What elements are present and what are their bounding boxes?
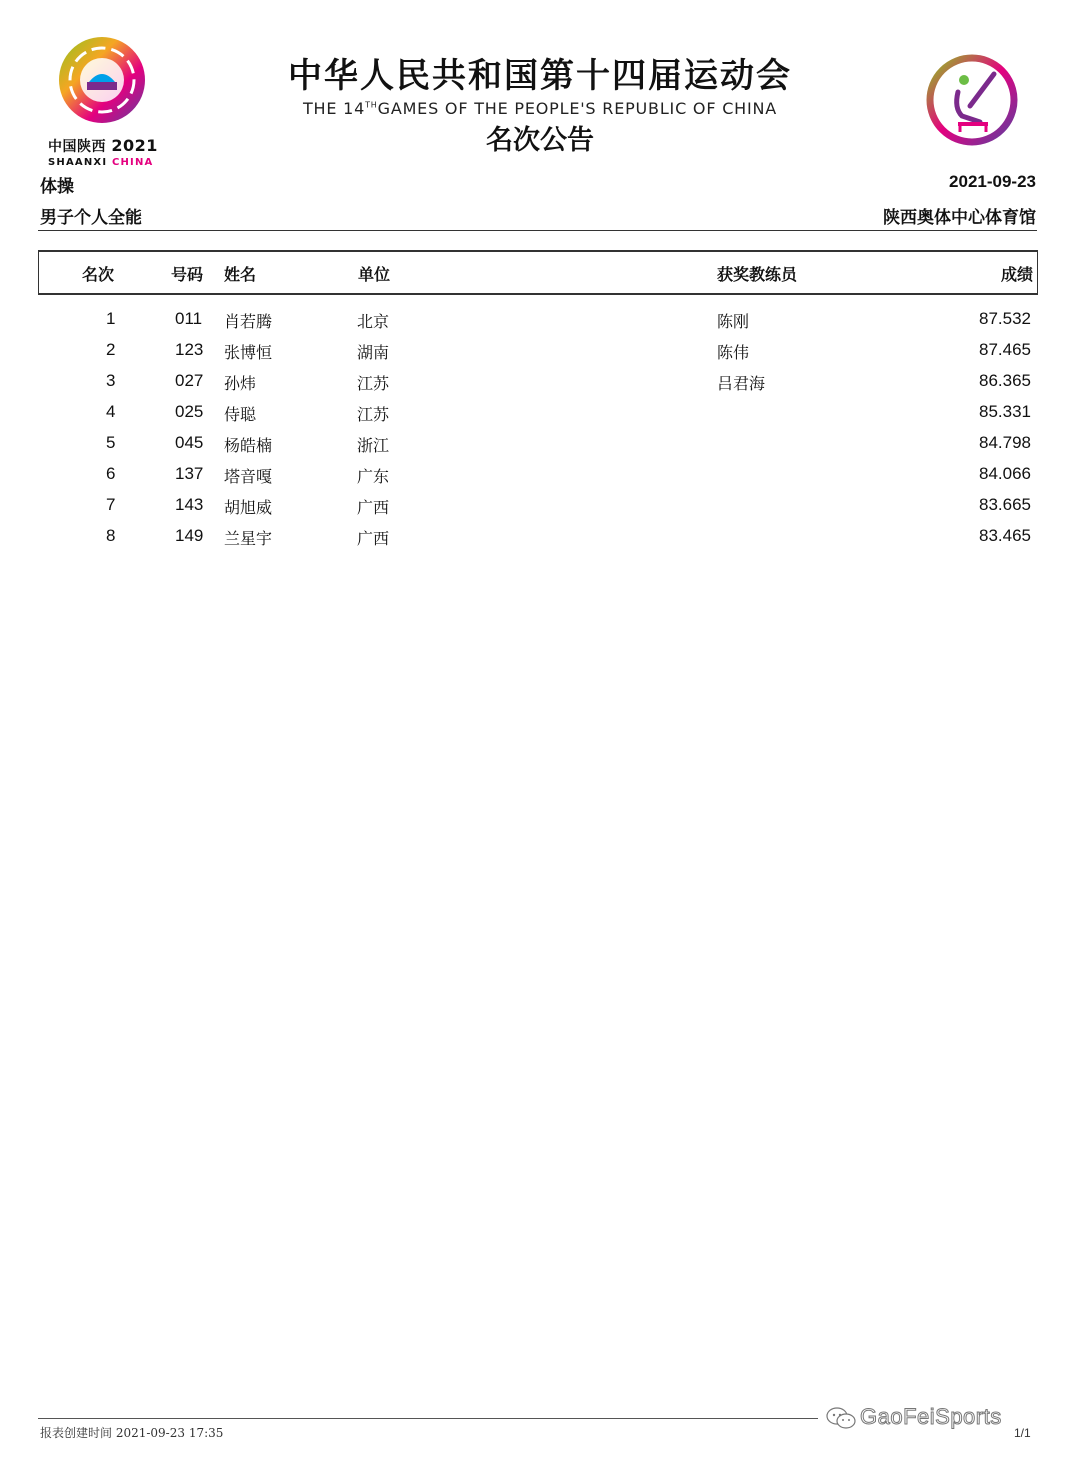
unit-cell: 江苏: [357, 374, 390, 393]
venue-label: 陕西奥体中心体育馆: [883, 208, 1036, 228]
number-cell: 045: [175, 433, 204, 452]
logo-shaanxi-label: SHAANXI: [48, 157, 108, 168]
logo-year-label: 2021: [111, 136, 158, 155]
rank-cell: 1: [106, 309, 116, 328]
event-label: 男子个人全能: [40, 208, 142, 228]
games-title-cn: 中华人民共和国第十四届运动会: [288, 56, 792, 96]
col-header-unit: 单位: [358, 265, 391, 284]
games-title-en: [0, 99, 1080, 118]
gymnastics-pictogram-icon: [924, 52, 1020, 148]
title-en-suffix: GAMES OF THE PEOPLE'S REPUBLIC OF CHINA: [377, 99, 778, 118]
number-cell: 149: [175, 526, 204, 545]
col-header-coach: 获奖教练员: [717, 265, 798, 284]
table-row: [38, 491, 1036, 522]
rank-cell: 7: [106, 495, 116, 514]
date-label: 2021-09-23: [949, 172, 1036, 191]
number-cell: 123: [175, 340, 204, 359]
logo-province-label: 中国陕西: [48, 139, 106, 155]
score-cell: 86.365: [979, 371, 1031, 390]
unit-cell: 浙江: [357, 436, 390, 455]
number-cell: 027: [175, 371, 204, 390]
name-cell: 孙炜: [224, 374, 257, 393]
rank-cell: 5: [106, 433, 116, 452]
table-row: [38, 429, 1036, 460]
wechat-icon: [826, 1406, 856, 1430]
unit-cell: 湖南: [357, 343, 390, 362]
score-cell: 83.465: [979, 526, 1031, 545]
coach-cell: 陈刚: [717, 312, 750, 331]
watermark-text: GaoFeiSports: [860, 1404, 1002, 1429]
score-cell: 87.465: [979, 340, 1031, 359]
table-row: [38, 305, 1036, 336]
col-header-number: 号码: [171, 265, 204, 284]
title-en-ordinal: TH: [365, 100, 378, 110]
rank-cell: 3: [106, 371, 116, 390]
rank-cell: 2: [106, 340, 116, 359]
name-cell: 侍聪: [224, 405, 257, 424]
rank-cell: 6: [106, 464, 116, 483]
coach-cell: 陈伟: [717, 343, 750, 362]
col-header-name: 姓名: [224, 265, 257, 284]
unit-cell: 广西: [357, 498, 390, 517]
name-cell: 张博恒: [224, 343, 273, 362]
name-cell: 兰星宇: [224, 529, 273, 548]
title-en-prefix: THE 14: [302, 99, 366, 118]
results-table-header: [38, 250, 1038, 295]
logo-china-label: CHINA: [111, 157, 154, 168]
rank-cell: 4: [106, 402, 116, 421]
unit-cell: 江苏: [357, 405, 390, 424]
score-cell: 84.066: [979, 464, 1031, 483]
table-row: [38, 336, 1036, 367]
col-header-score: 成绩: [1000, 265, 1033, 284]
unit-cell: 广西: [357, 529, 390, 548]
name-cell: 肖若腾: [224, 312, 273, 331]
sport-label: 体操: [40, 177, 74, 197]
logo-location-en: [48, 157, 164, 168]
number-cell: 025: [175, 402, 204, 421]
name-cell: 胡旭威: [224, 498, 273, 517]
col-header-rank: 名次: [82, 265, 115, 284]
number-cell: 143: [175, 495, 204, 514]
report-created-time: 报表创建时间 2021-09-23 17:35: [40, 1426, 224, 1440]
name-cell: 杨皓楠: [224, 436, 273, 455]
page-header: [0, 48, 1080, 118]
watermark: [826, 1404, 1002, 1430]
page-number: 1/1: [1014, 1426, 1031, 1440]
unit-cell: 广东: [357, 467, 390, 486]
footer-divider: [38, 1418, 818, 1419]
table-row: [38, 460, 1036, 491]
unit-cell: 北京: [357, 312, 390, 331]
page-title: 名次公告: [486, 125, 594, 156]
score-cell: 83.665: [979, 495, 1031, 514]
score-cell: 87.532: [979, 309, 1031, 328]
table-row: [38, 398, 1036, 429]
rank-cell: 8: [106, 526, 116, 545]
name-cell: 塔音嘎: [224, 467, 273, 486]
number-cell: 137: [175, 464, 204, 483]
score-cell: 85.331: [979, 402, 1031, 421]
header-divider: [38, 230, 1037, 231]
coach-cell: 吕君海: [717, 374, 766, 393]
table-row: [38, 367, 1036, 398]
score-cell: 84.798: [979, 433, 1031, 452]
table-row: [38, 522, 1036, 553]
number-cell: 011: [175, 309, 203, 328]
